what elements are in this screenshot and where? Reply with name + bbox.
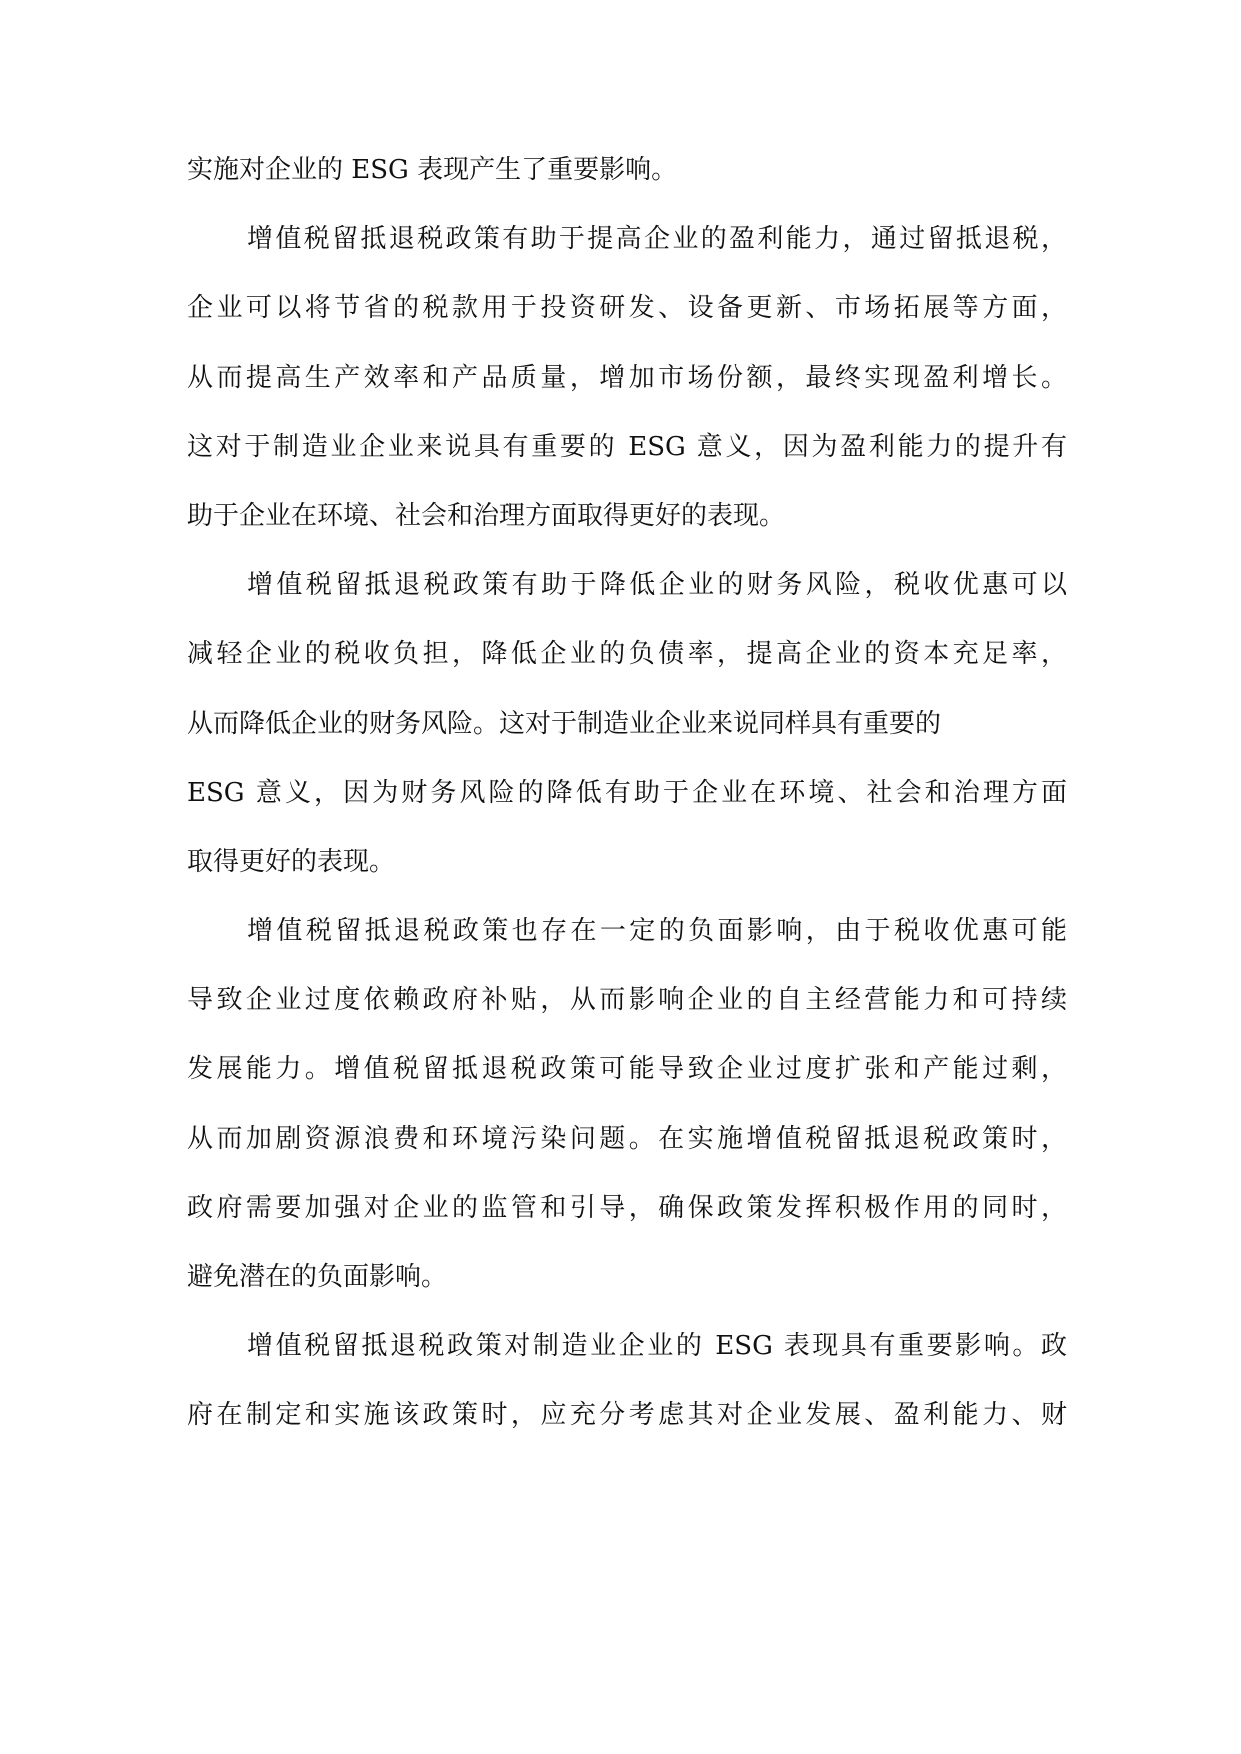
text-line: 实施对企业的 ESG 表现产生了重要影响。 [187, 155, 678, 185]
text-line: ESG 意义，因为财务风险的降低有助于企业在环境、社会和治理方面 [187, 777, 1067, 808]
text-line: 助于企业在环境、社会和治理方面取得更好的表现。 [187, 500, 786, 531]
text-line: 从而提高生产效率和产品质量，增加市场份额，最终实现盈利增长。 [187, 362, 1067, 393]
text-line: 避免潜在的负面影响。 [187, 1262, 448, 1292]
text-line: 这对于制造业企业来说具有重要的 ESG 意义，因为盈利能力的提升有 [187, 431, 1067, 462]
paragraph [187, 148, 1067, 217]
text-line: 企业可以将节省的税款用于投资研发、设备更新、市场拓展等方面， [187, 293, 1067, 324]
text-line: 发展能力。增值税留抵退税政策可能导致企业过度扩张和产能过剩， [187, 1054, 1067, 1085]
text-line: 政府需要加强对企业的监管和引导，确保政策发挥积极作用的同时， [187, 1192, 1067, 1223]
text-line: 取得更好的表现。 [187, 846, 396, 877]
text-line: 从而降低企业的财务风险。这对于制造业企业来说同样具有重要的 [187, 708, 942, 739]
paragraph [187, 1324, 1067, 1462]
paragraph [187, 909, 1067, 1324]
text-line: 从而加剧资源浪费和环境污染问题。在实施增值税留抵退税政策时， [187, 1123, 1067, 1154]
body-text [187, 148, 1067, 1463]
text-line: 增值税留抵退税政策也存在一定的负面影响，由于税收优惠可能 [247, 916, 1067, 947]
text-line: 府在制定和实施该政策时，应充分考虑其对企业发展、盈利能力、财 [187, 1400, 1067, 1431]
paragraph [187, 217, 1067, 563]
text-line: 导致企业过度依赖政府补贴，从而影响企业的自主经营能力和可持续 [187, 985, 1067, 1016]
text-line: 增值税留抵退税政策有助于提高企业的盈利能力，通过留抵退税， [247, 224, 1067, 255]
text-line: 减轻企业的税收负担，降低企业的负债率，提高企业的资本充足率， [187, 639, 1067, 670]
paragraph [187, 563, 1067, 909]
text-line: 增值税留抵退税政策有助于降低企业的财务风险，税收优惠可以 [247, 570, 1067, 601]
text-line: 增值税留抵退税政策对制造业企业的 ESG 表现具有重要影响。政 [247, 1331, 1067, 1362]
